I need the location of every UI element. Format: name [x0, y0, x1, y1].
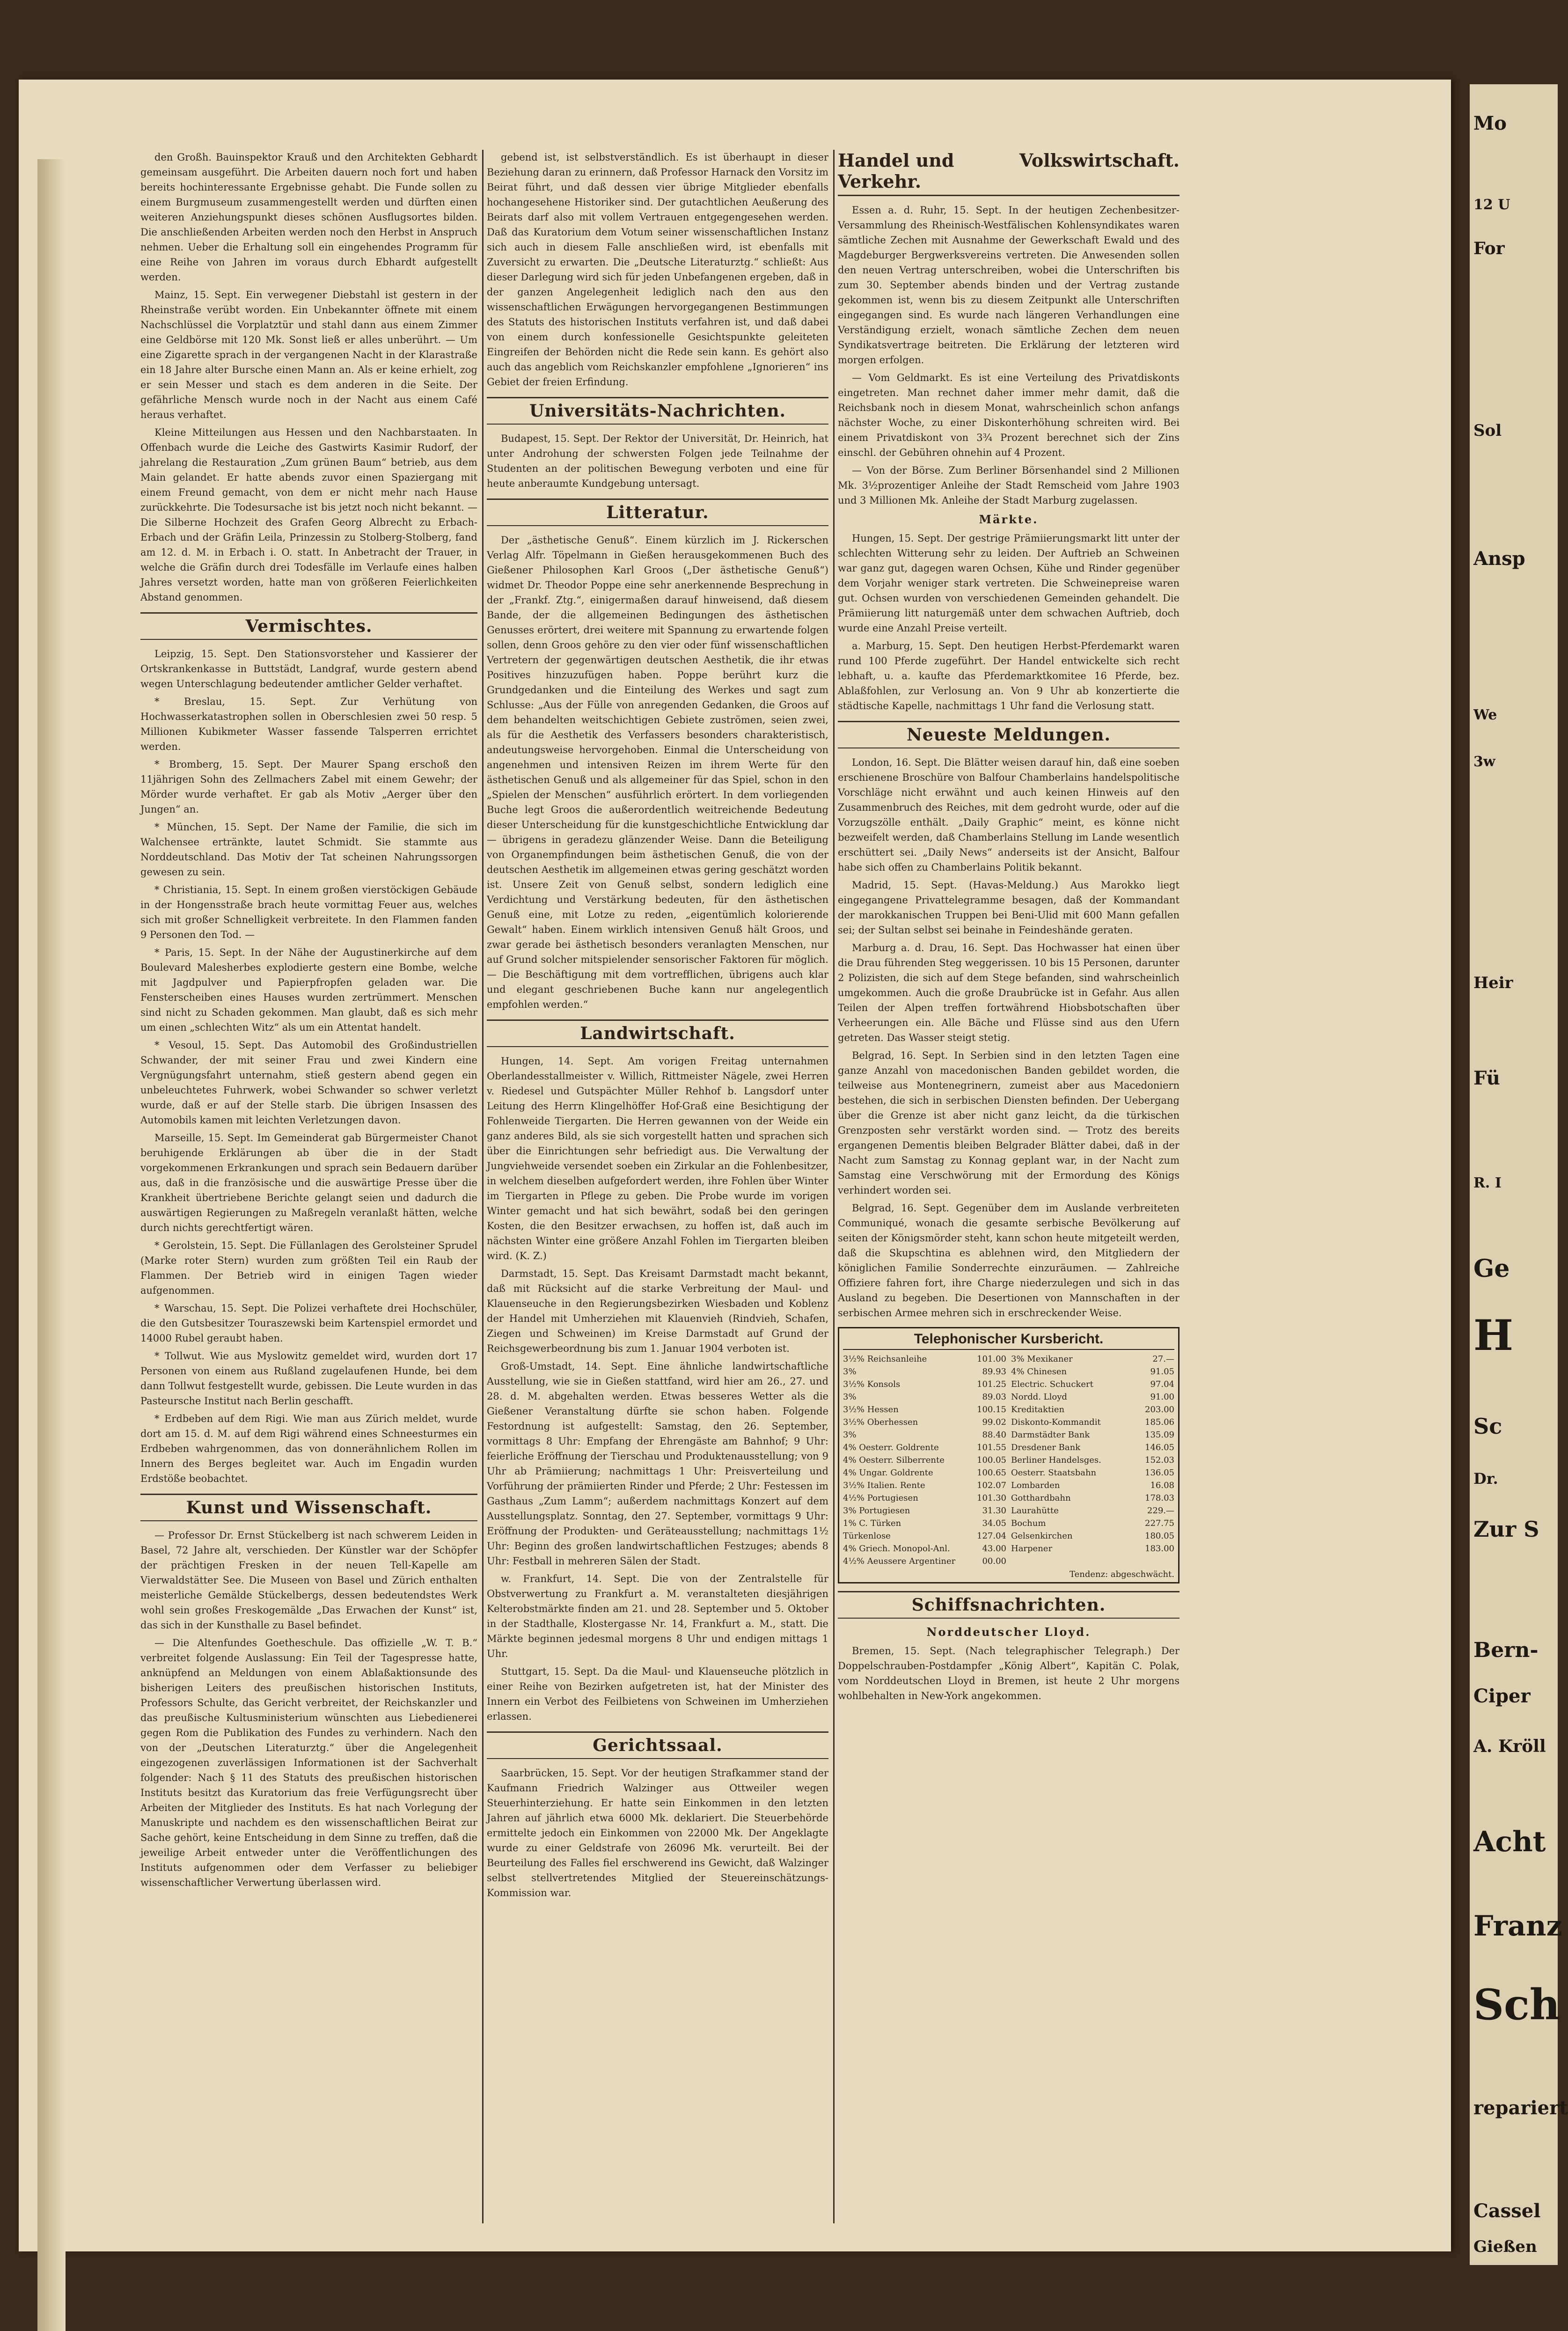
security-price: 88.40: [982, 1430, 1006, 1440]
kursbericht-row: [843, 1353, 1006, 1365]
kursbericht-table: [843, 1353, 1174, 1568]
article-paragraph: Bremen, 15. Sept. (Nach telegraphischer Telegraph.) Der Doppelschrauben-Postdampfer „König Albert“, Kapitän C. Polak, vom Norddeutschen Lloyd in Bremen, ist heute 2 Uhr morgens wohlbehalten in New-York angekommen.: [838, 1645, 1180, 1701]
adjacent-page-edge: [1470, 84, 1568, 2265]
security-name: Gotthardbahn: [1011, 1493, 1071, 1503]
security-name: 1% C. Türken: [843, 1518, 901, 1528]
security-price: 91.05: [1150, 1367, 1174, 1377]
kursbericht-row: [843, 1466, 1006, 1479]
security-name: 3½% Konsols: [843, 1379, 901, 1389]
security-name: 4% Griech. Monopol-Anl.: [843, 1544, 950, 1554]
adjacent-page-fragment: Ansp: [1473, 548, 1525, 570]
section-heading: Neueste Meldungen.: [838, 721, 1180, 748]
article-paragraph: Budapest, 15. Sept. Der Rektor der Universität, Dr. Heinrich, hat unter Androhung der schwersten Folgen jede Teilnahme der Studenten an der politischen Bewegung verboten und eine für heute anberaumte Kundgebung untersagt.: [487, 433, 828, 489]
article-paragraph: — Von der Börse. Zum Berliner Börsenhandel sind 2 Millionen Mk. 3½prozentiger Anleihe der Stadt Remscheid vom Jahre 1903 und 3 Millionen Mk. Anleihe der Stadt Marburg zugelassen.: [838, 465, 1180, 506]
article-paragraph: Hungen, 14. Sept. Am vorigen Freitag unternahmen Oberlandesstallmeister v. Willich, Rittmeister Nägele, zwei Herren v. Riedesel und Gutspächter Müller Rehhof b. Langsdorf unter Leitung des Herrn Klingelhöffer Hof-Graß eine Besichtigung der Fohlenweide Tiergarten. Die Herren gewannen von der Weide ein ganz anderes Bild, als sie sich vorgestellt hatten und sprachen sich über die Einrichtungen sehr befriedigt aus. Die Verwaltung der Jungviehweide versendet soeben ein Zirkular an die Fohlenbesitzer, in welchem dieselben aufgefordert werden, ihre Fohlen über Winter im Tiergarten in Pflege zu geben. Die Probe wurde im vorigen Winter gemacht und hat sich bewährt, sodaß bei den geringen Kosten, die den Besitzer erwachsen, zu hoffen ist, daß auch im nächsten Winter eine größere Anzahl Fohlen im Tiergarten bleiben wird. (K. Z.): [487, 1056, 828, 1261]
kursbericht-row: [1011, 1466, 1174, 1479]
section-heading: Universitäts-Nachrichten.: [487, 397, 828, 425]
security-price: 135.09: [1145, 1430, 1174, 1440]
security-price: 101.00: [977, 1354, 1006, 1364]
adjacent-page-fragment: Zur S: [1473, 1517, 1539, 1542]
kursbericht-row: [1011, 1441, 1174, 1454]
security-price: 152.03: [1145, 1455, 1174, 1465]
kursbericht-row: [1011, 1403, 1174, 1416]
adjacent-page-fragment: Acht: [1473, 1825, 1546, 1858]
kursbericht-row: [1011, 1517, 1174, 1530]
article-paragraph: * Tollwut. Wie aus Myslowitz gemeldet wird, wurden dort 17 Personen von einem aus Rußland zugelaufenen Hunde, bei dem dann Tollwut festgestellt wurde, gebissen. Die Leute wurden in das Pasteursche Institut nach Berlin geschafft.: [140, 1350, 477, 1407]
security-price: 178.03: [1145, 1493, 1174, 1503]
kursbericht-row: [1011, 1530, 1174, 1542]
article-paragraph: gebend ist, ist selbstverständlich. Es ist überhaupt in dieser Beziehung daran zu erinnern, daß Professor Harnack den Vorsitz im Beirat führt, und daß dessen vier übrige Mitglieder ebenfalls hochangesehene Historiker sind. Der gutachtlichen Aeußerung des Beirats darf also mit vollem Vertrauen entgegengesehen werden. Daß das Kuratorium dem Votum seiner wissenschaftlichen Instanz sich auch in diesem Falle anschließen wird, ist ebenfalls mit Zuversicht zu erwarten. Die „Deutsche Literaturztg.“ schließt: Aus dieser Darlegung wird sich für jeden Unbefangenen ergeben, daß in der ganzen Angelegenheit lediglich nach den aus den wissenschaftlichen Erwägungen hervorgegangenen Bestimmungen des Statuts des historischen Instituts verfahren ist, und daß dabei von einem durch konfessionelle Gesichtspunkte geleiteten Eingreifen der Behörden nicht die Rede sein kann. Es gehört also auch das angeblich vom Reichskanzler empfohlene „Ignorieren“ ins Gebiet der freien Erfindung.: [487, 152, 828, 388]
security-price: 101.30: [977, 1493, 1006, 1503]
article-paragraph: London, 16. Sept. Die Blätter weisen darauf hin, daß eine soeben erschienene Broschüre von Balfour Chamberlains handelspolitische Vorschläge nicht erwähnt und auch keinen Hinweis auf den Zusammenbruch des Reiches, mit dem gedroht wurde, oder auf die Vorzugszölle enthält. „Daily Graphic“ meint, es könne nicht bezweifelt werden, daß Chamberlains Stellung im Lande wesentlich erschüttert sei. „Daily News“ anderseits ist der Ansicht, Balfour habe sich offen zu Chamberlains Politik bekannt.: [838, 757, 1180, 873]
kursbericht-row: [1011, 1378, 1174, 1391]
kursbericht-row: [843, 1492, 1006, 1504]
security-name: 3%: [843, 1392, 857, 1402]
kursbericht-row: [843, 1391, 1006, 1403]
adjacent-page-fragment: Sc: [1473, 1414, 1502, 1439]
kursbericht-row: [1011, 1454, 1174, 1466]
column-rule: [482, 150, 484, 2223]
security-price: 203.00: [1145, 1405, 1174, 1415]
column-header: [838, 150, 1180, 196]
adjacent-page-fragment: 3w: [1473, 754, 1495, 770]
security-name: Laurahütte: [1011, 1506, 1059, 1516]
article-paragraph: * Warschau, 15. Sept. Die Polizei verhaftete drei Hochschüler, die den Gutsbesitzer Touraszewski beim Kartenspiel ermordet und 14000 Rubel geraubt haben.: [140, 1303, 477, 1344]
article-paragraph: — Professor Dr. Ernst Stückelberg ist nach schwerem Leiden in Basel, 72 Jahre alt, verschieden. Der Künstler war der Schöpfer der prächtigen Fresken in der neuen Tell-Kapelle am Vierwaldstätter See. Die Museen von Basel und Zürich enthalten meisterliche Gemälde Stückelbergs, dessen bedeutendstes Werk wohl sein großes Freskogemälde „Das Erwachen der Kunst“ ist, das sich in der Kunsthalle zu Basel befindet.: [140, 1530, 477, 1631]
security-name: 3% Mexikaner: [1011, 1354, 1073, 1364]
adjacent-page-fragment: We: [1473, 707, 1497, 723]
article-paragraph: Essen a. d. Ruhr, 15. Sept. In der heutigen Zechenbesitzer-Versammlung des Rheinisch-Westfälischen Kohlensyndikates waren sämtliche Zechen mit Ausnahme der Gewerkschaft Ewald und des Magdeburger Bergwerksvereins vertreten. Die Anwesenden sollen den neuen Vertrag unterschreiben, wobei die Unterschriften bis zum 30. September abends binden und der Vertrag zustande gekommen ist, wenn bis zu diesem Zeitpunkt alle Unterschriften eingegangen sind. Es wurde nach längeren Verhandlungen eine Verständigung erzielt, wonach sämtliche Zechen dem neuen Syndikatsvertrage beitreten. Die Erklärung der letzteren wird morgen erfolgen.: [838, 205, 1180, 366]
security-price: 00.00: [982, 1556, 1006, 1566]
section-heading: Kunst und Wissenschaft.: [140, 1494, 477, 1521]
kursbericht-row: [1011, 1391, 1174, 1403]
kursbericht-row: [843, 1454, 1006, 1466]
article-paragraph: a. Marburg, 15. Sept. Den heutigen Herbst-Pferdemarkt waren rund 100 Pferde zugeführt. Der Handel entwickelte sich recht lebhaft, u. a. kaufte das Pferdemarktkomitee 16 Pferde, bez. Ablaßfohlen, zur Verlosung an. Von 9 Uhr ab konzertierte die städtische Kapelle, nachmittags 1 Uhr fand die Verlosung statt.: [838, 640, 1180, 711]
kursbericht-row: [1011, 1416, 1174, 1429]
security-name: 3% Portugiesen: [843, 1506, 910, 1516]
security-price: 100.15: [977, 1405, 1006, 1415]
kursbericht-row: [843, 1530, 1006, 1542]
article-paragraph: * Bromberg, 15. Sept. Der Maurer Spang erschoß den 11jährigen Sohn des Zellmachers Zabel mit einem Gewehr; der Mörder wurde verhaftet. Er gab als Motiv „Aerger über den Jungen“ an.: [140, 759, 477, 815]
security-price: 16.08: [1150, 1481, 1174, 1490]
article-paragraph: Darmstadt, 15. Sept. Das Kreisamt Darmstadt macht bekannt, daß mit Rücksicht auf die starke Verbreitung der Maul- und Klauenseuche in den Regierungsbezirken Wiesbaden und Koblenz der Handel mit Umherziehen mit Klauenvieh (Rindvieh, Schafen, Ziegen und Schweinen) im Kreise Darmstadt auf Grund der Reichsgewerbeordnung bis zum 1. Januar 1904 verboten ist.: [487, 1268, 828, 1354]
article-paragraph: Belgrad, 16. Sept. In Serbien sind in den letzten Tagen eine ganze Anzahl von macedonischen Banden gebildet worden, die teilweise aus Montenegrinern, zumeist aber aus Macedoniern bestehen, die sich in serbischen Diensten befinden. Der Uebergang über die Grenze ist aber nicht ganz leicht, da die türkischen Grenzposten sehr verstärkt worden sind. — Trotz des bereits ergangenen Dementis bleiben Belgrader Blätter dabei, daß in der Nacht zum Samstag zu Konnag geplant war, in der Nacht zum Samstag eine Verschwörung mit der Ermordung des Königs verhindert worden sei.: [838, 1050, 1180, 1196]
adjacent-page-fragment: Gießen: [1473, 2237, 1537, 2256]
article-paragraph: Madrid, 15. Sept. (Havas-Meldung.) Aus Marokko liegt eingegangene Privattelegramme besagen, daß der Kommandant der marokkanischen Truppen bei Beni-Ulid mit 600 Mann gefallen sei; der Sultan selbst sei beinahe in Feindeshände geraten.: [838, 880, 1180, 936]
kursbericht-box: [838, 1327, 1180, 1583]
header-left: Handel und Verkehr.: [838, 150, 954, 192]
article-paragraph: * Christiania, 15. Sept. In einem großen vierstöckigen Gebäude in der Hongensstraße brach heute vormittag Feuer aus, welches sich mit großer Schnelligkeit verbreitete. In den Flammen fanden 9 Personen den Tod. —: [140, 884, 477, 940]
article-paragraph: * Gerolstein, 15. Sept. Die Füllanlagen des Gerolsteiner Sprudel (Marke roter Stern) wurden zum größten Teil ein Raub der Flammen. Der Betrieb wird in einigen Tagen wieder aufgenommen.: [140, 1240, 477, 1296]
sub-heading: Norddeutscher Lloyd.: [926, 1625, 1091, 1639]
adjacent-page-fragment: Dr.: [1473, 1470, 1498, 1488]
article-paragraph: * Breslau, 15. Sept. Zur Verhütung von Hochwasserkatastrophen sollen in Oberschlesien zwei 50 resp. 5 Millionen Kubikmeter Wasser fassende Talsperren errichtet werden.: [140, 696, 477, 752]
article-paragraph: * Erdbeben auf dem Rigi. Wie man aus Zürich meldet, wurde dort am 15. d. M. auf dem Rigi während eines Schneesturmes ein Erdbeben wahrgenommen, das von donnerähnlichem Rollen im Innern des Berges begleitet war. Auch im Engadin wurden Erdstöße beobachtet.: [140, 1413, 477, 1484]
column-rule: [833, 150, 835, 2223]
security-name: Türkenlose: [843, 1531, 891, 1541]
security-name: Gelsenkirchen: [1011, 1531, 1073, 1541]
article-paragraph: Stuttgart, 15. Sept. Da die Maul- und Klauenseuche plötzlich in einer Reihe von Bezirken aufgetreten ist, hat der Minister des Innern ein Verbot des Feilbietens von Schweinen im Umherziehen erlassen.: [487, 1666, 828, 1722]
security-name: 3½% Italien. Rente: [843, 1481, 925, 1490]
adjacent-page-fragment: A. Kröll: [1473, 1737, 1546, 1756]
security-name: 4% Oesterr. Silberrente: [843, 1455, 945, 1465]
kursbericht-row: [1011, 1504, 1174, 1517]
article-paragraph: Belgrad, 16. Sept. Gegenüber dem im Auslande verbreiteten Communiqué, wonach die gesamte serbische Bevölkerung auf seiten der Königsmörder steht, kann schon heute mitgeteilt werden, daß die Skupschtina es ablehnen wird, den Mitgliedern der königlichen Familie Sonderrechte einzuräumen. — Zahlreiche Offiziere fahren fort, ihre Charge niederzulegen und sich in das Ausland zu begeben. Die Desertionen von Mannschaften in der serbischen Armee mehren sich in erschreckender Weise.: [838, 1202, 1180, 1319]
security-name: Diskonto-Kommandit: [1011, 1417, 1101, 1427]
security-price: 99.02: [982, 1417, 1006, 1427]
security-price: 185.06: [1145, 1417, 1174, 1427]
adjacent-page-fragment: Sch: [1473, 1980, 1561, 2030]
kursbericht-row: [843, 1479, 1006, 1492]
kursbericht-row: [1011, 1365, 1174, 1378]
security-price: 31.30: [982, 1506, 1006, 1516]
article-paragraph: Mainz, 15. Sept. Ein verwegener Diebstahl ist gestern in der Rheinstraße verübt worden. Ein Unbekannter öffnete mit einem Nachschlüssel die Vorplatztür und stahl dann aus einem Zimmer eine Geldbörse mit 120 Mk. Sonst ließ er alles unberührt. — Um eine Zigarette sprach in der vergangenen Nacht in der Klarastraße ein 18 Jahre alter Bursche einen Mann an. Als er keine erhielt, zog er sein Messer und stach es dem anderen in die Seite. Der gefährliche Mensch wurde noch in der Nacht aus einem Café heraus verhaftet.: [140, 289, 477, 420]
security-name: 3½% Hessen: [843, 1405, 899, 1415]
kursbericht-row: [843, 1542, 1006, 1555]
article-paragraph: w. Frankfurt, 14. Sept. Die von der Zentralstelle für Obstverwertung zu Frankfurt a. M. veranstalteten diesjährigen Kelterobstmärkte finden am 21. und 28. September und 5. Oktober in der Stadthalle, Klostergasse Nr. 14, Frankfurt a. M., statt. Die Märkte beginnen jedesmal morgens 8 Uhr und endigen mittags 1 Uhr.: [487, 1573, 828, 1659]
kursbericht-tendency: Tendenz: abgeschwächt.: [1070, 1569, 1174, 1579]
article-paragraph: Groß-Umstadt, 14. Sept. Eine ähnliche landwirtschaftliche Ausstellung, wie sie in Gießen stattfand, wird hier am 26., 27. und 28. d. M. abgehalten werden. Etwas besseres Wetter als die Gießener Veranstaltung dürfte sie schon haben. Folgende Festordnung ist aufgestellt: Samstag, den 26. September, vormittags 8 Uhr: Empfang der Ehrengäste am Bahnhof; 9 Uhr: feierliche Eröffnung der Tierschau und Produktenausstellung; von 9 Uhr ab Prämiierung; nachmittags 1 Uhr: Preisverteilung und Vorführung der prämiierten Rinder und Pferde; 2 Uhr: Festessen im Gasthaus „Zum Lamm“; außerdem nachmittags Konzert auf dem Ausstellungsplatz. Sonntag, den 27. September, vormittags 9 Uhr: Eröffnung der Produkten- und Geräteausstellung; nachmittags 1½ Uhr: Beginn des großen landwirtschaftlichen Festzuges; abends 8 Uhr: Festball in mehreren Sälen der Stadt.: [487, 1361, 828, 1567]
security-name: 3%: [843, 1430, 857, 1440]
sub-heading: Märkte.: [979, 513, 1039, 526]
security-price: 34.05: [982, 1518, 1006, 1528]
security-price: 97.04: [1150, 1379, 1174, 1389]
adjacent-page-fragment: Bern-: [1473, 1638, 1539, 1662]
kursbericht-row: [843, 1416, 1006, 1429]
kursbericht-row: [843, 1403, 1006, 1416]
security-name: 3½% Oberhessen: [843, 1417, 918, 1427]
article-paragraph: * Vesoul, 15. Sept. Das Automobil des Großindustriellen Schwander, der mit seiner Frau und zwei Kindern eine Vergnügungsfahrt unternahm, stieß gestern abend gegen ein unbeleuchtetes Fuhrwerk, wobei Schwander so schwer verletzt wurde, daß er auf der Stelle starb. Die übrigen Insassen des Automobils kamen mit leichten Verletzungen davon.: [140, 1040, 477, 1126]
adjacent-page-fragment: Ge: [1473, 1254, 1510, 1283]
security-name: Darmstädter Bank: [1011, 1430, 1090, 1440]
adjacent-page-fragment: Fü: [1473, 1067, 1500, 1089]
security-price: 101.55: [977, 1443, 1006, 1452]
section-heading: Vermischtes.: [140, 612, 477, 640]
article-paragraph: — Die Altenfundes Goetheschule. Das offizielle „W. T. B.“ verbreitet folgende Auslassung: Ein Teil der Tagespresse hatte, anknüpfend an Meldungen von einem Ablaßaktionsunde des bisherigen Leiters des preußischen historischen Instituts, Professors Schulte, das Gericht verbreitet, der Reichskanzler und das preußische Kultusministerium wünschten aus Liebedienerei gegen Rom die Publikation des Fundes zu verhindern. Nach den von der „Deutschen Literaturztg.“ über die Angelegenheit eingezogenen zuverlässigen Informationen ist der Sachverhalt folgender: Nach § 11 des Statuts des preußischen historischen Instituts besitzt das Kuratorium das freie Verfügungsrecht über Arbeiten der Mitglieder des Instituts. Es hat nach Vorlegung der Manuskripte und nachdem es den wissenschaftlichen Beirat zur Sache gehört, keine Entscheidung in dem Sinne zu treffen, daß die jeweilige Arbeit entweder unter die Veröffentlichungen des Instituts aufgenommen oder dem Verfasser zu beliebiger wissenschaftlicher Verwertung überlassen wird.: [140, 1637, 477, 1888]
security-name: Lombarden: [1011, 1481, 1060, 1490]
adjacent-page-fragment: Cassel: [1473, 2200, 1541, 2222]
kursbericht-row: [843, 1365, 1006, 1378]
kursbericht-column: [1011, 1353, 1174, 1568]
adjacent-page-fragment: 12 U: [1473, 197, 1510, 213]
security-price: 100.65: [977, 1468, 1006, 1478]
kursbericht-row: [1011, 1429, 1174, 1441]
kursbericht-row: [843, 1378, 1006, 1391]
article-paragraph: Saarbrücken, 15. Sept. Vor der heutigen Strafkammer stand der Kaufmann Friedrich Walzinger aus Ottweiler wegen Steuerhinterziehung. Er hatte sein Einkommen in den letzten Jahren auf jährlich etwa 6000 Mk. deklariert. Die Steuerbehörde ermittelte jedoch ein Einkommen von 22000 Mk. Der Angeklagte wurde zu einer Geldstrafe von 26096 Mk. verurteilt. Bei der Beurteilung des Falles fiel erschwerend ins Gewicht, daß Walzinger selbst stellvertretendes Mitglied der Steuereinschätzungs-Kommission war.: [487, 1767, 828, 1899]
section-heading: Litteratur.: [487, 498, 828, 526]
article-paragraph: * Paris, 15. Sept. In der Nähe der Augustinerkirche auf dem Boulevard Malesherbes explodierte gestern eine Bombe, welche mit Jagdpulver und Papierpfropfen geladen war. Die Fensterscheiben eines Hauses wurden zertrümmert. Menschen sind nicht zu Schaden gekommen. Man glaubt, daß es sich mehr um einen „schlechten Witz“ als um ein Attentat handelt.: [140, 947, 477, 1033]
security-name: 4% Chinesen: [1011, 1367, 1067, 1377]
kursbericht-row: [1011, 1353, 1174, 1365]
section-heading: Schiffsnachrichten.: [838, 1591, 1180, 1619]
security-price: 43.00: [982, 1544, 1006, 1554]
kursbericht-row: [843, 1504, 1006, 1517]
security-name: 4% Ungar. Goldrente: [843, 1468, 933, 1478]
kursbericht-row: [843, 1517, 1006, 1530]
article-paragraph: — Vom Geldmarkt. Es ist eine Verteilung des Privatdiskonts eingetreten. Man rechnet daher immer mehr damit, daß die Reichsbank noch in diesem Monat, wahrscheinlich schon anfangs nächster Woche, zu einer Diskonterhöhung schreiten wird. Bei einem Privatdiskont von 3¾ Prozent berechnet sich der Zins einschl. der Gebühren ohnehin auf 4 Prozent.: [838, 372, 1180, 458]
security-price: 180.05: [1145, 1531, 1174, 1541]
kursbericht-row: [1011, 1479, 1174, 1492]
kursbericht-row: [843, 1441, 1006, 1454]
kursbericht-title: Telephonischer Kursbericht.: [843, 1331, 1174, 1350]
section-heading: Landwirtschaft.: [487, 1019, 828, 1047]
security-name: 4½% Portugiesen: [843, 1493, 918, 1503]
newspaper-page: [19, 80, 1451, 2251]
security-price: 100.05: [977, 1455, 1006, 1465]
section-heading: Gerichtssaal.: [487, 1731, 828, 1759]
adjacent-page-fragment: Ciper: [1473, 1685, 1531, 1707]
security-price: 89.93: [982, 1367, 1006, 1377]
security-price: 229.—: [1147, 1506, 1174, 1516]
security-name: Dresdener Bank: [1011, 1443, 1081, 1452]
security-price: 227.75: [1145, 1518, 1174, 1528]
security-name: 3%: [843, 1367, 857, 1377]
kursbericht-column: [843, 1353, 1006, 1568]
adjacent-page-fragment: repariert: [1473, 2097, 1568, 2119]
security-price: 89.03: [982, 1392, 1006, 1402]
adjacent-page-fragment: Sol: [1473, 421, 1502, 440]
adjacent-page-fragment: For: [1473, 239, 1505, 258]
adjacent-page-fragment: Heir: [1473, 974, 1513, 992]
security-name: 4½% Aeussere Argentiner: [843, 1556, 956, 1566]
security-name: 3½% Reichsanleihe: [843, 1354, 927, 1364]
kursbericht-row: [1011, 1492, 1174, 1504]
security-price: 27.—: [1152, 1354, 1174, 1364]
security-price: 101.25: [977, 1379, 1006, 1389]
article-paragraph: Hungen, 15. Sept. Der gestrige Prämiierungsmarkt litt unter der schlechten Witterung sehr zu leiden. Der Auftrieb an Schweinen war ganz gut, dagegen waren Ochsen, Kühe und Rinder gegenüber dem Vorjahr weniger stark vertreten. Die Schweinepreise waren gut. Ochsen wurden von verschiedenen Gemeinden gehandelt. Die Prämiierung litt naturgemäß unter dem schwachen Auftrieb, doch wurde eine Anzahl Preise verteilt.: [838, 533, 1180, 634]
column-2: [487, 150, 828, 2223]
article-paragraph: Leipzig, 15. Sept. Den Stationsvorsteher und Kassierer der Ortskrankenkasse in Buttstädt, Landgraf, wurde gestern abend wegen Unterschlagung bedeutender amtlicher Gelder verhaftet.: [140, 648, 477, 689]
security-name: Electric. Schuckert: [1011, 1379, 1093, 1389]
security-price: 136.05: [1145, 1468, 1174, 1478]
article-paragraph: Marseille, 15. Sept. Im Gemeinderat gab Bürgermeister Chanot beruhigende Erklärungen ab über die in der Stadt vorgekommenen Erkrankungen und sprach sein Bedauern darüber aus, daß in die französische und die auswärtige Presse über die Krankheit übertriebene Berichte gelangt seien und dadurch die auswärtigen Regierungen zu Maßregeln veranlaßt hätten, welche durch nichts gerechtfertigt wären.: [140, 1132, 477, 1233]
adjacent-page-fragment: Mo: [1473, 112, 1507, 134]
security-name: Harpener: [1011, 1544, 1053, 1554]
adjacent-page-fragment: H: [1473, 1311, 1514, 1360]
column-1: [140, 150, 477, 2223]
security-name: Kreditaktien: [1011, 1405, 1065, 1415]
article-paragraph: den Großh. Bauinspektor Krauß und den Architekten Gebhardt gemeinsam ausgeführt. Die Arbeiten dauern noch fort und haben bereits hochinteressante Ergebnisse gehabt. Die Funde sollen zu einem Burgmuseum zusammengestellt werden und dürften einen weiteren Anziehungspunkt dieses schönen Ausflugsortes bilden. Die anschließenden Arbeiten werden noch den Herbst in Anspruch nehmen. Ueber die Erhaltung soll ein eingehendes Programm für eine Reihe von Jahren im voraus durch Ebhardt aufgestellt werden.: [140, 152, 477, 283]
article-paragraph: * München, 15. Sept. Der Name der Familie, die sich im Walchensee ertränkte, lautet Schmidt. Sie stammte aus Norddeutschland. Das Motiv der Tat scheinen Nahrungssorgen gewesen zu sein.: [140, 821, 477, 878]
security-name: Berliner Handelsges.: [1011, 1455, 1101, 1465]
security-name: Bochum: [1011, 1518, 1046, 1528]
security-price: 127.04: [977, 1531, 1006, 1541]
article-paragraph: Der „ästhetische Genuß“. Einem kürzlich im J. Rickerschen Verlag Alfr. Töpelmann in Gießen herausgekommenen Buch des Gießener Philosophen Karl Groos („Der ästhetische Genuß“) widmet Dr. Theodor Poppe eine sehr anerkennende Besprechung in der „Frankf. Ztg.“, einigermaßen darauf hinweisend, daß diesem Bande, der die allgemeinen Bedingungen des ästhetischen Genusses erörtert, drei weitere mit Spannung zu erwartende folgen sollen, denn Groos gehöre zu den vier oder fünf wissenschaftlichen Vertretern der gegenwärtigen deutschen Aesthetik, die ihr etwas Positives hinzuzufügen haben. Poppe berührt kurz die Grundgedanken und die Einteilung des Werkes und sagt zum Schlusse: „Aus der Fülle von anregenden Gedanken, die Groos auf dem behandelten weitschichtigen Gebiete zuströmen, seien zwei, als für die Aesthetik des Verfassers besonders charakteristisch, andeutungsweise hervorgehoben. Einmal die Unterscheidung von angenehmen und intensiven Reizen im ihrem Werte für den ästhetischen Genuß und als allgemeiner für das Spiel, schon in den „Spielen der Menschen“ ausführlich erörtert. In dem vorliegenden Buche legt Groos die außerordentlich weitreichende Bedeutung dieser Unterscheidung für die kunstgeschichtliche Entwicklung dar — übrigens in geradezu glänzender Weise. Dann die Beteiligung von Organempfindungen beim ästhetischen Genuß, die von der deutschen Aesthetik im allgemeinen etwas gering geschätzt worden ist. Unsere Zeit von Genuß selbst, sondern lediglich eine Verdichtung und Verstärkung bedeuten, für den ästhetischen Genuß eine, mit Lotze zu reden, „eigentümlich kolorierende Gewalt“ haben. Einem wirklich intensiven Genuß hält Groos, und zwar gerade bei ästhetisch besonders veranlagten Menschen, nur auf Grund solcher mitspielender sensorischer Faktoren für möglich. — Die Beschäftigung mit dem vortrefflichen, übrigens auch klar und elegant geschriebenen Buche kann nur angelegentlich empfohlen werden.“: [487, 535, 828, 1010]
kursbericht-row: [843, 1555, 1006, 1568]
security-name: Oesterr. Staatsbahn: [1011, 1468, 1097, 1478]
kursbericht-row: [1011, 1542, 1174, 1555]
security-price: 102.07: [977, 1481, 1006, 1490]
column-3: [838, 150, 1180, 2223]
security-price: 91.00: [1150, 1392, 1174, 1402]
security-name: Nordd. Lloyd: [1011, 1392, 1067, 1402]
adjacent-page-fragment: R. I: [1473, 1175, 1502, 1191]
security-price: 183.00: [1145, 1544, 1174, 1554]
article-paragraph: Kleine Mitteilungen aus Hessen und den Nachbarstaaten. In Offenbach wurde die Leiche des Gastwirts Kasimir Rudorf, der jahrelang die Restauration „Zum grünen Baum“ betrieb, aus dem Main gelandet. Er hatte abends zuvor einen Spaziergang mit einem Freund gemacht, von dem er nicht mehr nach Hause zurückkehrte. Die Todesursache ist bis jetzt noch nicht bekannt. — Die Silberne Hochzeit des Grafen Georg Albrecht zu Erbach-Erbach und der Gräfin Leila, Prinzessin zu Stolberg-Stolberg, fand am 12. d. M. in Erbach i. O. statt. In Anbetracht der Trauer, in welche die Gräfin durch drei Todesfälle im Verlaufe eines halben Jahres versetzt worden, hatte man von größeren Feierlichkeiten Abstand genommen.: [140, 427, 477, 603]
article-paragraph: Marburg a. d. Drau, 16. Sept. Das Hochwasser hat einen über die Drau führenden Steg weggerissen. 10 bis 15 Personen, darunter 2 Polizisten, die sich auf dem Stege befanden, sind wahrscheinlich umgekommen. Auch die große Draubrücke ist in Gefahr. Aus allen Teilen der Alpen treffen fortwährend Hiobsbotschaften über Verheerungen ein. Alle Bäche und Flüsse sind aus den Ufern getreten. Das Wasser steigt stetig.: [838, 942, 1180, 1043]
page-fold-shadow: [37, 159, 66, 2331]
security-name: 4% Oesterr. Goldrente: [843, 1443, 939, 1452]
header-right: Volkswirtschaft.: [1019, 150, 1180, 171]
security-price: 146.05: [1145, 1443, 1174, 1452]
kursbericht-row: [843, 1429, 1006, 1441]
adjacent-page-fragment: Franz: [1473, 1910, 1562, 1942]
